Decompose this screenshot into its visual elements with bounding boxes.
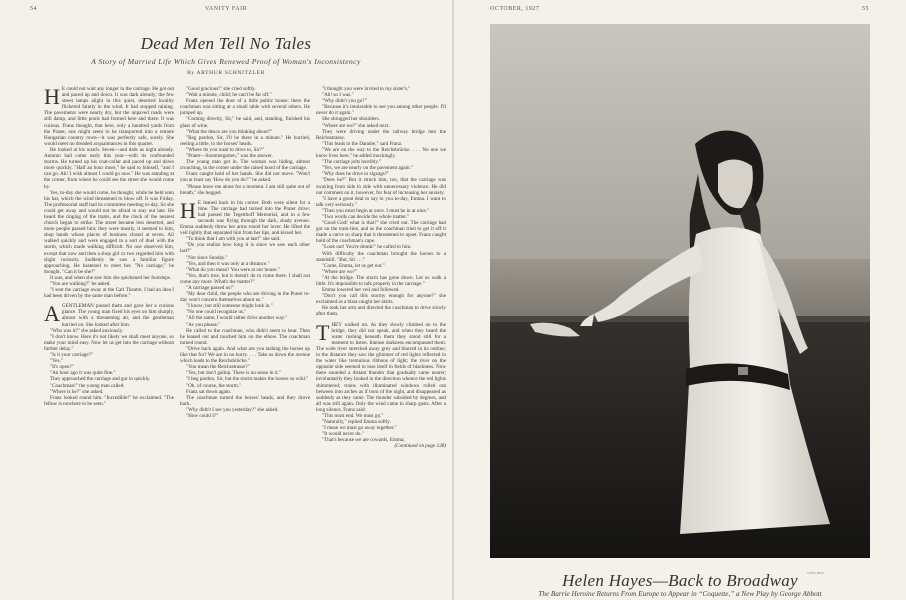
article-paragraph xyxy=(180,242,310,254)
paragraph-text: "Good gracious!" she cried softly. xyxy=(186,86,256,92)
paragraph-text: "Where are we?" xyxy=(322,268,358,275)
paragraph-text: "Don't you call this stormy enough for anyone?" she exclaimed as a blast caught her skirts. xyxy=(316,293,446,306)
article-paragraph xyxy=(44,334,174,352)
paragraph-text: It was, and when she saw him she quickened her footsteps. xyxy=(50,274,172,281)
text-column-1 xyxy=(44,86,174,407)
article-paragraph xyxy=(316,319,446,413)
article-paragraph xyxy=(180,291,310,303)
paragraph-text: "Yes, we are nearly on the pavement again." xyxy=(322,165,413,172)
paragraph-text: "Wait a minute, child; he can't be far off." xyxy=(186,92,272,99)
paragraph-text: "I don't know. Here it's not likely we shall meet anyone, so make your mind easy. Now let us get into the carriage without further delay." xyxy=(44,333,174,352)
paragraph-text: "At the bridge. The storm has gone down. Let us walk a little. It's impossible to talk properly in the carriage." xyxy=(316,274,446,287)
paragraph-text: "Because it's intolerable to see you among other people. I'll never do it again." xyxy=(316,104,446,117)
text-column-3 xyxy=(316,86,446,450)
paragraph-text: "Why didn't I see you yesterday?" she asked. xyxy=(186,406,279,413)
paragraph-text: They were driving under the railway bridge into the Reichsstrasse. xyxy=(316,128,446,141)
article-paragraph xyxy=(180,346,310,364)
article-paragraph xyxy=(180,395,310,407)
paragraph-text: Franz caught hold of her hands. She did not move. "Won't you at least say 'How do you do?'" he asked. xyxy=(180,171,310,184)
article-paragraph xyxy=(180,159,310,171)
article-paragraph xyxy=(44,395,174,407)
article-paragraph xyxy=(316,293,446,305)
paragraph-text: "Come, Emma, let us get out." xyxy=(322,262,385,269)
paragraph-text: "It's open?" xyxy=(50,364,74,371)
paragraph-text: "My dear child, the people who are driving in the Prater to-day won't concern themselves about us." xyxy=(180,291,310,304)
article-paragraph xyxy=(180,413,310,419)
article-paragraph xyxy=(316,147,446,159)
article-paragraph xyxy=(180,171,310,183)
paragraph-text: "I have a great deal to say to you to-day, Emma. I want to talk very seriously." xyxy=(316,195,446,208)
article-paragraph xyxy=(44,147,174,190)
paragraph-text: "Coachman!" the young man called. xyxy=(50,382,125,389)
article-paragraph xyxy=(316,196,446,208)
paragraph-text: "Drive back again. And what are you lashing the horses up like that for? We are in no hurry. . . . Take us down the avenue which leads to the Reichsbrücke." xyxy=(180,345,310,365)
article-paragraph xyxy=(180,116,310,128)
paragraph-text: "To think that I am with you at last!" she said. xyxy=(186,236,281,243)
paragraph-text: "A carriage passed us!" xyxy=(186,285,235,291)
paragraph-text: "Not since Sunday." xyxy=(186,254,228,261)
caption-title: Helen Hayes—Back to Broadway xyxy=(562,571,798,590)
paragraph-text: They approached the carriage and got in quickly. xyxy=(50,376,151,383)
paragraph-text: "Ah! so I was." xyxy=(322,92,354,99)
caption-subtitle: The Barrie Heroine Returns From Europe to Appear in “Coquette,” a New Play by George Abbott xyxy=(538,590,822,598)
paragraph-text: HEY walked on. As they slowly climbed on to the bridge, they did not speak, and when they heard the water rushing beneath them they stood still for a moment to listen. Intense darkness encompassed them. The wide river stretched away grey and blurred in its outline; in the distance they saw the glimmer of red lights reflected in the water like tremulous ribbons of light; the river on the opposite side seemed to lose itself in fields of blackness. Now there sounded a distant thunder that gradually came nearer; involuntarily they looked in the direction whence the red lights shimmered; trains with illuminated windows rolled out between iron arches as if born of the night, and disappeared as suddenly as they came. The thunder subsided by degrees, and all was still again. Only the wind came in sharp gusts. After a long silence, Franz said: xyxy=(316,321,446,413)
paragraph-text: "Naturally," replied Emma softly. xyxy=(322,419,391,426)
paragraph-text: "Beg pardon, Sir, I'll be there in a minute." He hurried, reeling a little, to the horses' heads. xyxy=(180,134,310,147)
paragraph-text: The coachman turned the horses' heads, and they drove back. xyxy=(180,394,310,407)
paragraph-text: "What do you mean? You were at our house." xyxy=(186,266,280,273)
paragraph-text: He looked at his watch. Seven—and dark as night already. Autumn had come early this year—with its confounded storms. He turned up his coat-collar and paced up and down more quickly. "Half an hour more," he said to himself, "and I can go. Ah! I wish almost I could go now." He was standing at the corner, from where he could see the street she would come by. xyxy=(44,146,174,190)
article-paragraph xyxy=(316,275,446,287)
paragraph-text: "Look out! You're drunk!" he called to him. xyxy=(322,244,412,251)
article-paragraph xyxy=(180,98,310,116)
paragraph-text: "I know; but still someone might look in." xyxy=(186,303,273,310)
paragraph-text: "How could I?" xyxy=(186,412,219,419)
paragraph-text: "Yes." xyxy=(50,358,63,365)
paragraph-text: "Where are we?" she asked next. xyxy=(322,122,390,129)
article-paragraph xyxy=(44,287,174,299)
article-paragraph xyxy=(316,251,446,263)
paragraph-text: Emma lowered her veil and followed. xyxy=(322,287,400,294)
paragraph-text: "What the deuce are you thinking about?" xyxy=(186,128,273,135)
paragraph-text: Yes, to-day she would come, he thought, while he held unto his hat, which the wind threatened to blow off. It was Friday. The professorial staff had its committee meeting to-day. So she could get away and would not be afraid to stay out late. He heard the ringing of the trams, and the clock of the nearest church began to strike. The street became less deserted, and more people passed him; they were mostly, it seemed to him, shop hands whose places of business closed at seven. All walked quickly and were engaged in a sort of duel with the storm, which made walking difficult. No one observed him, except that now and then a shop girl or two regarded him with slight curiosity. Suddenly he saw a familiar figure approaching. He hastened to meet her. "No carriage," he thought. "Can it be she?" xyxy=(44,189,174,275)
paragraph-text: Franz looked round him. "Incredible!" he exclaimed. "The fellow is nowhere to be seen." xyxy=(44,394,174,407)
paragraph-text: "It would never do." xyxy=(322,431,364,438)
paragraph-text: GENTLEMAN passed them and gave her a curious glance. The young man fixed his eyes on him sharply, almost with a threatening air, and the gentleman hurried on. She looked after him. xyxy=(61,303,174,328)
article-paragraph xyxy=(180,273,310,285)
right-folio-title: OCTOBER, 1927 xyxy=(490,6,540,12)
paragraph-text: "I beg pardon, Sir, but the storm makes the horses so wild." xyxy=(186,376,309,383)
continued-note: (Continued on page 138) xyxy=(394,443,446,450)
right-page xyxy=(454,0,906,600)
paragraph-text: Franz sat down again. xyxy=(186,388,232,395)
paragraph-text: "The carriage jolts horribly." xyxy=(322,159,381,166)
article-paragraph xyxy=(44,86,174,147)
paragraph-text: "Yes, and then it was only at a distance." xyxy=(186,260,270,267)
paragraph-text: "I thought you were invited to my sister's." xyxy=(322,86,411,92)
paragraph-text: "Prater—Sommergarten," was the answer. xyxy=(186,153,273,160)
paragraph-text: "As you please." xyxy=(186,321,221,328)
paragraph-text: He called to the coachman, who didn't seem to hear. Then he leaned out and touched him on the elbow. The coachman turned round. xyxy=(180,327,310,346)
paragraph-text: E could not wait any longer in the carriage. He got out and paced up and down. It was dark already; the few street lamps alight in this quiet, deserted locality flickered faintly in the wind. It had stopped raining. The pavements were nearly dry, but the unpaved roads were still damp, and little pools had formed here and there. It was curious. Franz thought, that here, only a hundred yards from the Prater, one might seem to be transported into a remote Hungarian country town—it was perfectly safe, surely. She would meet no dreaded acquaintances in this quarter. xyxy=(44,86,174,147)
paragraph-text: With difficulty the coachman brought the horses to a standstill. "But, Sir . . ." xyxy=(316,250,446,263)
article-title: Dead Men Tell No Tales xyxy=(140,34,312,53)
paragraph-text: "We are on the way to the Reichsbrücke. . . . No one we know lives here," he added mockingly. xyxy=(316,146,446,160)
paragraph-text: "Where do you want to drive to, Sir?" xyxy=(186,146,264,153)
paragraph-text: She shrugged her shoulders. xyxy=(322,116,380,123)
paragraph-text: "Oh, of course, the storm." xyxy=(186,382,242,389)
paragraph-text: "No one could recognize us." xyxy=(186,309,247,316)
paragraph-text: "I sent the carriage away at the Carl Theatre. I had an idea I had been driven by the same man before." xyxy=(44,287,174,300)
article-paragraph xyxy=(180,328,310,346)
paragraph-text: "An hour ago it was quite fine." xyxy=(50,370,116,377)
paragraph-text: "Does he?" But it struck him, too, that the carriage was swaying from side to side with unnecessary violence. He did not comment on it, however, for fear of increasing her anxiety. xyxy=(316,177,446,196)
drop-cap: H xyxy=(180,197,196,223)
article-paragraph xyxy=(316,129,446,141)
drop-cap: T xyxy=(316,319,330,345)
paragraph-text: "That's because we are cowards, Emma; xyxy=(322,437,405,444)
article-byline: By ARTHUR SCHNITZLER xyxy=(187,70,265,76)
paragraph-text: "Is it your carriage?" xyxy=(50,352,93,359)
paragraph-text: "Please leave me alone for a moment. I am still quite out of breath," she begged. xyxy=(180,183,310,196)
article-paragraph xyxy=(316,305,446,317)
left-folio-title: VANITY FAIR xyxy=(204,6,248,12)
paragraph-text: "Why does he drive in zigzags?" xyxy=(322,171,390,178)
paragraph-text: E leaned back in his corner. Both were silent for a time. The carriage had turned into the Prater drive; had passed the Tegetthoff Memorial, and in a few seconds was flying through the dark, shady avenue. Emma suddenly threw her arms round her lover. He lifted the veil lightly that separated him from her lips, and kissed her. xyxy=(180,199,310,237)
paragraph-text: "This must end. We must go." xyxy=(322,412,384,419)
paragraph-text: "Yes, but don't gallop. There is no sense in it." xyxy=(186,370,282,377)
paragraph-text: "Where is he?" she asked. xyxy=(50,388,104,395)
article-paragraph xyxy=(180,197,310,237)
paragraph-text: "Coming directly, Sir," he said, and, standing, finished his glass of wine. xyxy=(180,116,310,129)
portrait-photograph xyxy=(490,24,870,558)
article-subtitle: A Story of Married Life Which Gives Renewed Proof of Woman's Inconsistency xyxy=(91,57,361,66)
paragraph-text: Franz opened the door of a little public house; there the coachman was sitting at a small table with several others. He jumped up. xyxy=(180,98,310,117)
paragraph-text: "Then you must begin at once. I must be in at nine." xyxy=(322,207,430,214)
article-paragraph xyxy=(180,184,310,196)
article-paragraph xyxy=(316,177,446,195)
left-page xyxy=(0,0,452,600)
drop-cap: A xyxy=(44,301,60,327)
paragraph-text: "Who was it?" she asked anxiously. xyxy=(50,327,124,334)
article-paragraph xyxy=(44,190,174,275)
paragraph-text: The young man got in. The woman was hiding, almost crouching, in the corner under the raised hood of the carriage. xyxy=(180,159,310,172)
paragraph-text: "Why didn't you go?" xyxy=(322,98,367,105)
paragraph-text: "Two words can decide the whole matter." xyxy=(322,213,410,220)
paragraph-text: "I mean we must go away together." xyxy=(322,425,397,432)
paragraph-text: "You are walking?" he asked. xyxy=(50,281,111,287)
paragraph-text: "Do you realize how long it is since we saw each other last?" xyxy=(180,242,310,255)
left-folio-number: 54 xyxy=(30,6,37,12)
article-paragraph xyxy=(316,104,446,116)
paragraph-text: "Yes, that's true, but it doesn't do to come there. I shall not come any more. What's the matter?" xyxy=(180,272,310,285)
paragraph-text: "This leads to the Danube," said Franz. xyxy=(322,140,403,147)
article-paragraph xyxy=(316,220,446,244)
paragraph-text: "Good God! what is that?" she cried out. The carriage had got on the tram-line, and as the coachman tried to get it off it made a curve so sharp that it threatened to upset. Franz caught hold of the coachman's cape. xyxy=(316,220,446,245)
photo-credit: STEICHEN xyxy=(807,571,824,575)
paragraph-text: He took her arm and directed the coachman to drive slowly after them. xyxy=(316,305,446,318)
article-paragraph xyxy=(44,303,174,327)
text-column-2 xyxy=(180,86,310,419)
drop-cap: H xyxy=(44,84,60,109)
paragraph-text: "All the same, I would rather drive another way." xyxy=(186,315,288,322)
right-folio-number: 55 xyxy=(862,6,869,12)
article-paragraph xyxy=(180,135,310,147)
paragraph-text: "You mean the Reichsstrasse?" xyxy=(186,364,250,371)
